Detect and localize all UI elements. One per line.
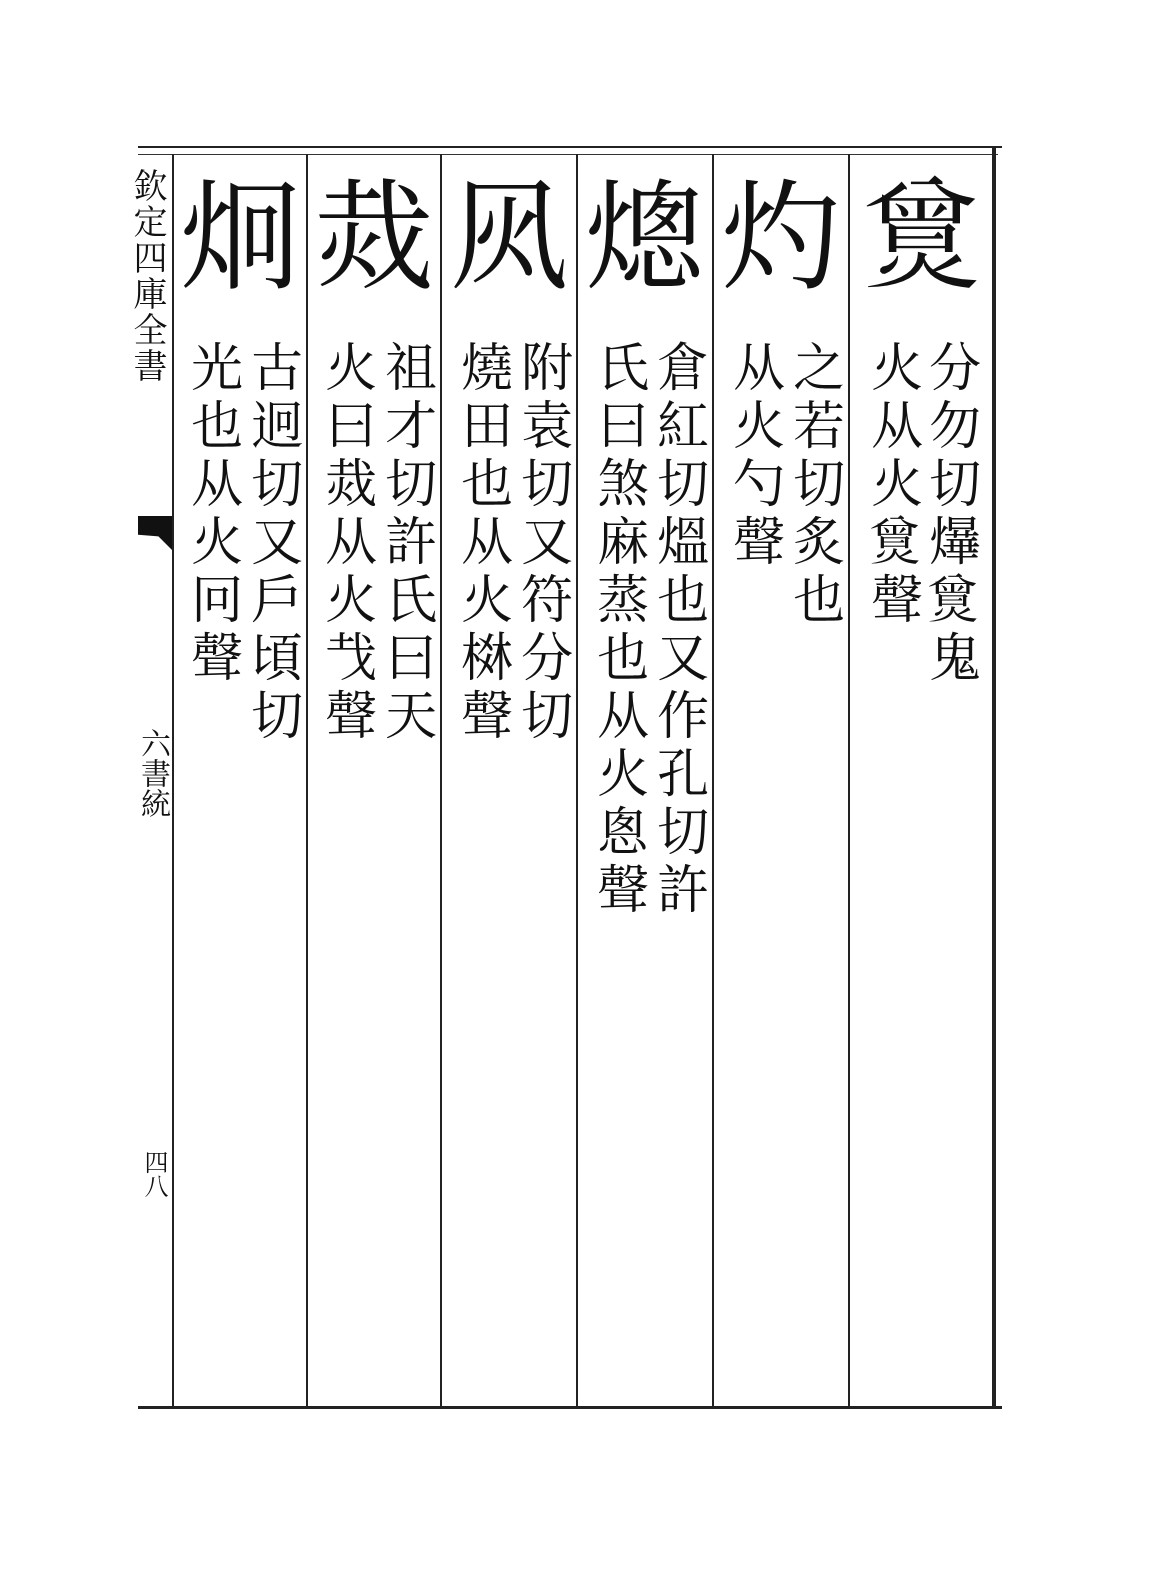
gloss-line: 光也从火冋聲 [181, 340, 242, 688]
gloss-line: 火从火𤎯聲 [861, 340, 922, 630]
gloss-line: 火曰烖从火𢦏聲 [315, 340, 376, 746]
entry-5 [308, 160, 440, 1400]
gloss-line: 古迥切又戶頃切 [241, 340, 302, 746]
top-inner-border [138, 154, 998, 155]
seal-character: 灼 [721, 169, 841, 308]
book-title: 欽定四庫全書 [127, 168, 167, 384]
seal-character: 炯 [180, 169, 300, 308]
gloss-line: 氏曰煞麻蒸也从火悤聲 [587, 340, 648, 920]
top-border [138, 146, 1002, 148]
gloss-line: 之若切炙也 [783, 340, 844, 630]
bottom-border [138, 1406, 1002, 1409]
entry-6 [174, 160, 306, 1400]
entry-2 [714, 160, 848, 1400]
section-title: 六書統 [135, 728, 170, 818]
fish-tail-mark [138, 516, 172, 550]
gloss-line: 燒田也从火棥聲 [451, 340, 512, 746]
entry-1 [850, 160, 992, 1400]
entry-4 [442, 160, 576, 1400]
seal-character: 熜 [585, 169, 705, 308]
right-border [992, 146, 996, 1408]
seal-character: 烖 [314, 169, 434, 308]
gloss-line: 分勿切爗𤎯鬼 [919, 340, 980, 688]
seal-character: 𤎯 [861, 169, 981, 308]
seal-character: 㶡 [449, 169, 569, 308]
gloss-line: 附袁切又符分切 [511, 340, 572, 746]
entry-3 [578, 160, 712, 1400]
gloss-line: 倉紅切熅也又作孔切許 [647, 340, 708, 920]
gloss-line: 祖才切許氏曰天 [375, 340, 436, 746]
gloss-line: 从火勺聲 [723, 340, 784, 572]
page-number: 四八 [140, 1150, 168, 1198]
